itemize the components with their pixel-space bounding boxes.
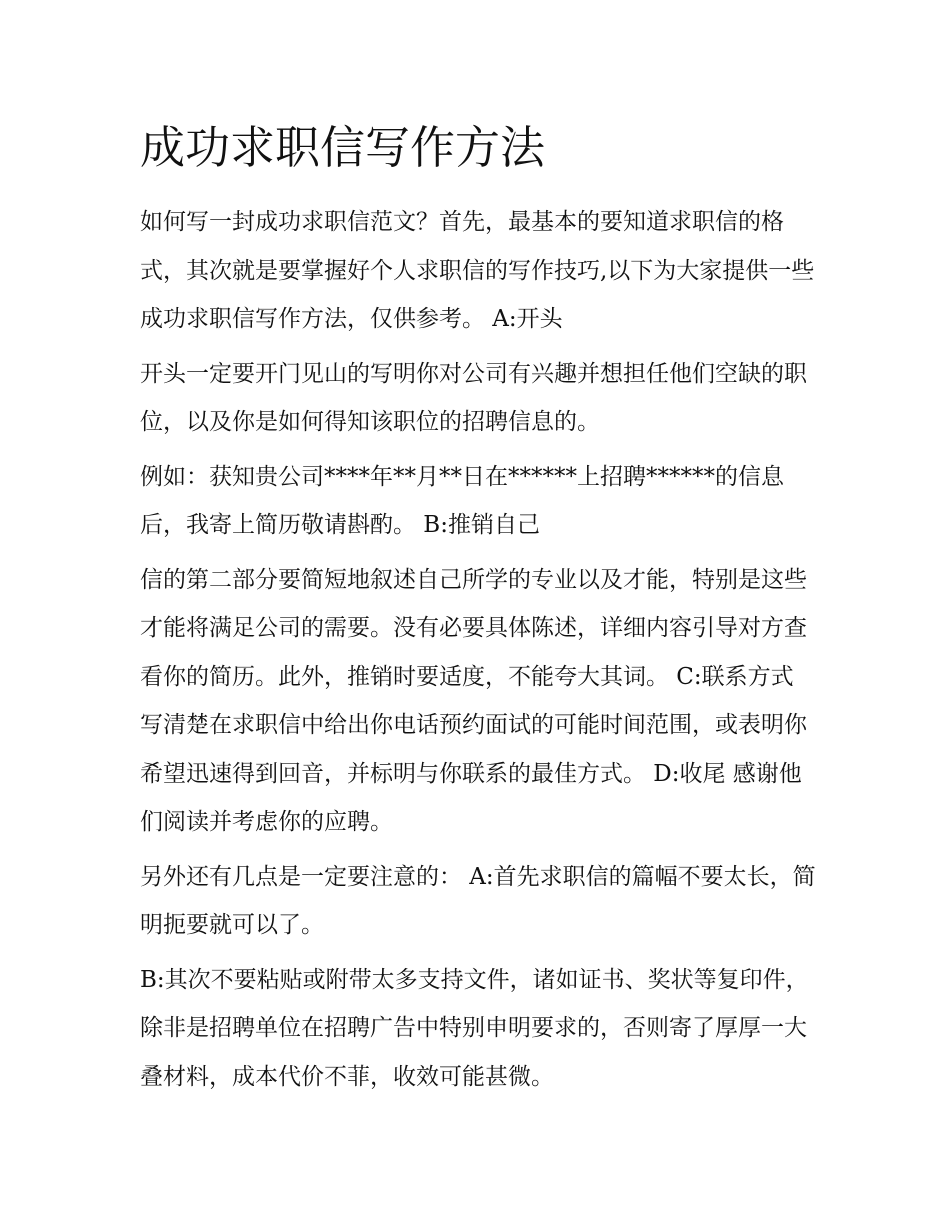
paragraph-self-promotion: 信的第二部分要简短地叙述自己所学的专业以及才能，特别是这些才能将满足公司的需要。没有必要具体陈述，详细内容引导对方查看你的简历。此外，推销时要适度，不能夸大其词。 C:联系方式 写清楚在求职信中给出你电话预约面试的可能时间范围，或表明你希望迅速得到回音，并标明与你联系的最佳方式。 D:收尾 感谢他们阅读并考虑你的应聘。	[140, 566, 807, 835]
document-body	[140, 198, 820, 1107]
paragraph-example: 例如：获知贵公司****年**月**日在******上招聘******的信息后，我寄上简历敬请斟酌。 B:推销自己	[140, 463, 784, 538]
document-title: 成功求职信写作方法	[140, 121, 546, 174]
paragraph-opening: 开头一定要开门见山的写明你对公司有兴趣并想担任他们空缺的职位，以及你是如何得知该职位的招聘信息的。	[140, 360, 807, 435]
paragraph-intro: 如何写一封成功求职信范文？首先，最基本的要知道求职信的格式，其次就是要掌握好个人求职信的写作技巧,以下为大家提供一些成功求职信写作方法，仅供参考。 A:开头	[140, 209, 815, 332]
paragraph-attachments: B:其次不要粘贴或附带太多支持文件，诸如证书、奖状等复印件，除非是招聘单位在招聘广告中特别申明要求的，否则寄了厚厚一大叠材料，成本代价不菲，收效可能甚微。	[140, 966, 809, 1090]
paragraph-notes: 另外还有几点是一定要注意的： A:首先求职信的篇幅不要太长，简明扼要就可以了。	[140, 863, 816, 938]
